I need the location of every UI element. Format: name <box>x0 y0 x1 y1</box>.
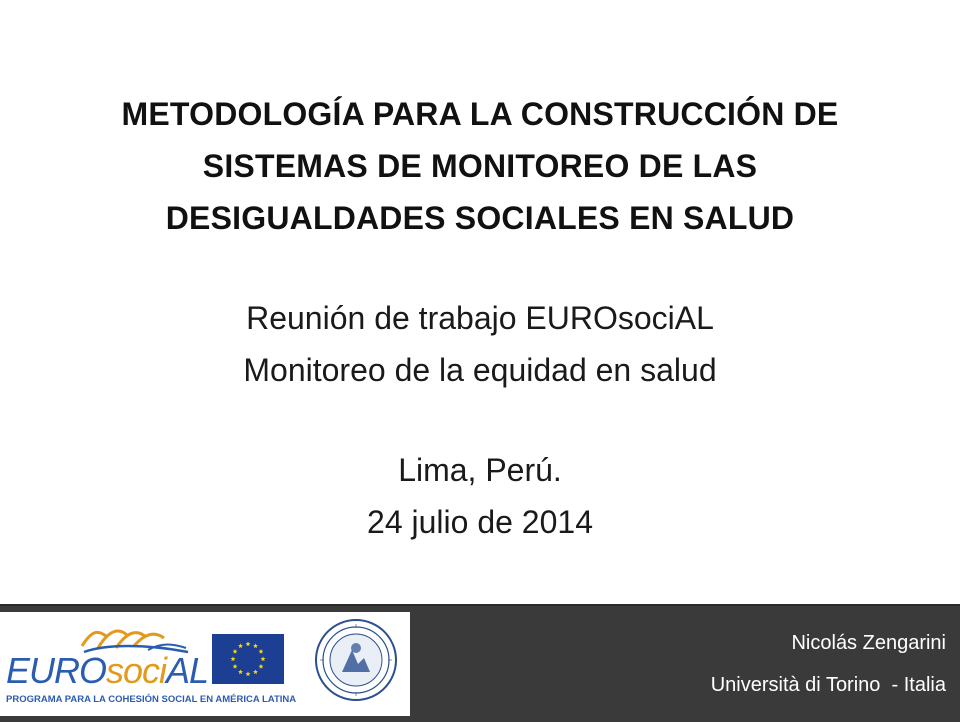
eurosocial-tagline: PROGRAMA PARA LA COHESIÓN SOCIAL EN AMÉRICA LATINA <box>6 694 297 705</box>
eurosocial-logo-icon <box>6 622 297 706</box>
slide-subtitle <box>60 292 900 396</box>
eurosocial-wordmark: EUROsociAL <box>6 650 209 691</box>
title-line-2: SISTEMAS DE MONITOREO DE LAS <box>202 148 758 184</box>
date: 24 julio de 2014 <box>367 504 593 540</box>
author-affiliation: Università di Torino - Italia <box>710 674 946 696</box>
slide-title <box>60 88 900 244</box>
location-date <box>60 444 900 548</box>
title-line-3: DESIGUALDADES SOCIALES EN SALUD <box>165 200 795 236</box>
logo-panel <box>0 612 410 716</box>
subtitle-line-1: Reunión de trabajo EUROsociAL <box>246 300 714 336</box>
location: Lima, Perú. <box>398 452 562 488</box>
eu-flag-icon <box>212 634 284 684</box>
footer-bar <box>0 604 960 722</box>
title-line-1: METODOLOGÍA PARA LA CONSTRUCCIÓN DE <box>121 96 839 132</box>
university-seal-icon <box>314 618 398 702</box>
subtitle-line-2: Monitoreo de la equidad en salud <box>243 352 717 388</box>
author-name: Nicolás Zengarini <box>791 632 946 654</box>
